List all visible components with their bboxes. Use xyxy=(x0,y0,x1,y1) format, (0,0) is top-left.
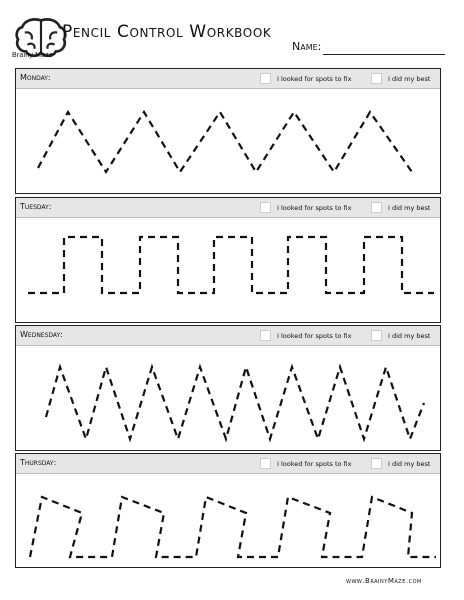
panel-header-bar xyxy=(16,454,440,474)
name-write-line[interactable] xyxy=(323,54,445,55)
day-label: Monday: xyxy=(20,73,51,82)
checkbox-box[interactable] xyxy=(260,330,271,341)
checkbox-box[interactable] xyxy=(260,73,271,84)
page-title: Pencil Control Workbook xyxy=(62,22,272,42)
panel-header-bar xyxy=(16,326,440,346)
checkbox-label: I looked for spots to fix xyxy=(277,459,352,468)
monday-panel xyxy=(15,68,441,194)
checkbox-label: I did my best xyxy=(388,74,431,83)
tuesday-panel xyxy=(15,197,441,323)
checkbox-box[interactable] xyxy=(371,458,382,469)
panel-header-bar xyxy=(16,198,440,218)
wednesday-panel xyxy=(15,325,441,451)
looked-for-spots-checkbox[interactable] xyxy=(260,202,352,213)
looked-for-spots-checkbox[interactable] xyxy=(260,458,352,469)
checkbox-box[interactable] xyxy=(260,458,271,469)
thursday-panel xyxy=(15,453,441,568)
sharp-zigzag-trace-path[interactable] xyxy=(16,345,442,452)
checkbox-box[interactable] xyxy=(260,202,271,213)
square-wave-trace-path[interactable] xyxy=(16,217,442,324)
looked-for-spots-checkbox[interactable] xyxy=(260,73,352,84)
checkbox-label: I looked for spots to fix xyxy=(277,203,352,212)
checkbox-box[interactable] xyxy=(371,330,382,341)
footer-url[interactable]: www.BrainyMaze.com xyxy=(346,577,422,585)
day-label: Thursday: xyxy=(20,458,57,467)
zigzag-trace-path[interactable] xyxy=(16,88,442,195)
slanted-step-trace-path[interactable] xyxy=(16,473,442,569)
checkbox-box[interactable] xyxy=(371,73,382,84)
name-label: Name: xyxy=(292,40,322,53)
checkbox-label: I did my best xyxy=(388,459,431,468)
panel-header-bar xyxy=(16,69,440,89)
did-my-best-checkbox[interactable] xyxy=(371,330,430,341)
worksheet-header xyxy=(0,0,464,66)
checkbox-label: I did my best xyxy=(388,203,431,212)
looked-for-spots-checkbox[interactable] xyxy=(260,330,352,341)
day-label: Tuesday: xyxy=(20,202,52,211)
day-label: Wednesday: xyxy=(20,330,63,339)
did-my-best-checkbox[interactable] xyxy=(371,458,430,469)
did-my-best-checkbox[interactable] xyxy=(371,73,430,84)
checkbox-label: I did my best xyxy=(388,331,431,340)
did-my-best-checkbox[interactable] xyxy=(371,202,430,213)
checkbox-label: I looked for spots to fix xyxy=(277,331,352,340)
checkbox-box[interactable] xyxy=(371,202,382,213)
brand-name: Brainy Maze xyxy=(12,52,54,59)
checkbox-label: I looked for spots to fix xyxy=(277,74,352,83)
